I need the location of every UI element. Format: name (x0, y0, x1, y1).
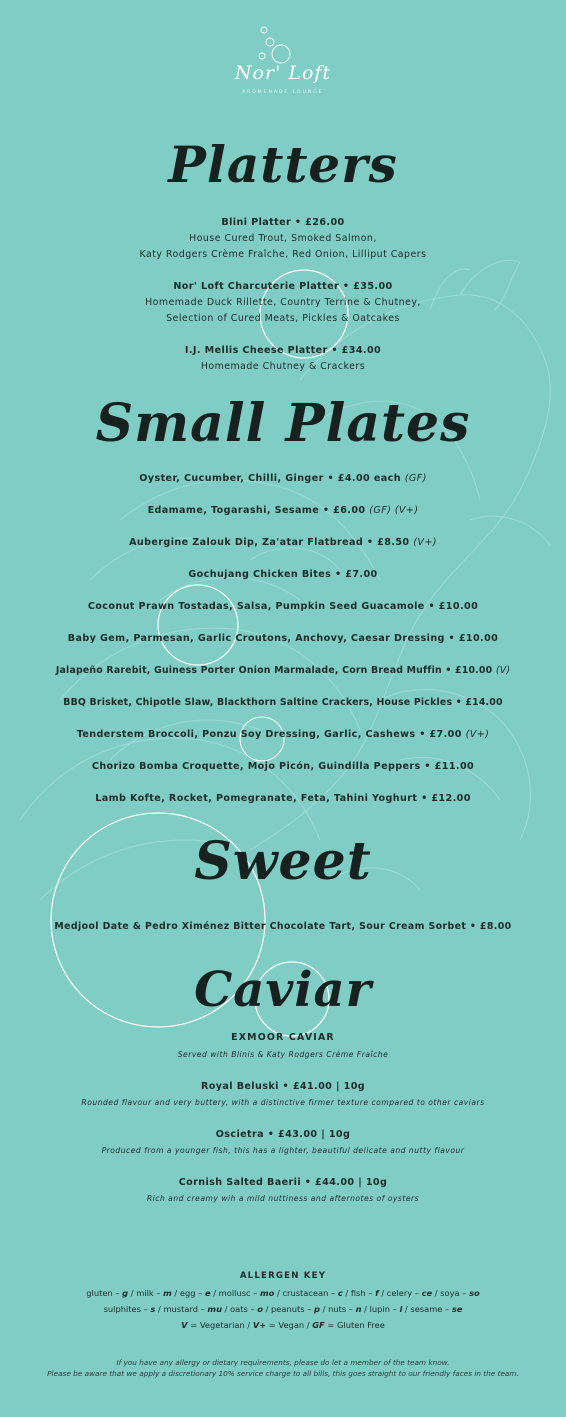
allergen-label: Gluten Free (336, 1320, 385, 1330)
platter-item-desc: Katy Rodgers Crème Fraîche, Red Onion, Lilliput Capers (139, 249, 427, 260)
platter-item-desc: Homemade Duck Rillette, Country Terrine & Chutney, (145, 297, 421, 308)
caviar-item-name: Royal Beluski • £41.00 | 10g (200, 1081, 366, 1092)
dietary-key: V = Vegetarian / V+ = Vegan / GF = Gluten Free (181, 1320, 385, 1330)
item-name: Jalapeño Rarebit, Guiness Porter Onion Marmalade, Corn Bread Muffin • £10.00 (55, 665, 493, 676)
allergen-code: f (375, 1288, 379, 1298)
caviar-item-desc: Rich and creamy wih a mild nuttiness and afternotes of oysters (146, 1194, 420, 1203)
platter-item-desc: Selection of Cured Meats, Pickles & Oatcakes (166, 313, 400, 324)
allergen-label: milk (136, 1288, 154, 1298)
item-dietary-note: (V+) (413, 537, 437, 548)
platter-item-desc: Homemade Chutney & Crackers (200, 361, 366, 372)
item-name: Lamb Kofte, Rocket, Pomegranate, Feta, Tahini Yoghurt • £12.00 (95, 793, 471, 804)
small-plate-item (0, 568, 566, 582)
logo-name: Nor' Loft (234, 62, 332, 84)
small-plate-item (0, 600, 566, 614)
service-charge-notice: Please be aware that we apply a discretionary 10% service charge to all bills, this goes straight to our friendly faces in the team. (47, 1369, 519, 1378)
item-dietary-note: (GF) (404, 473, 427, 484)
allergen-code: s (150, 1304, 156, 1314)
allergen-label: egg (179, 1288, 196, 1298)
allergen-label: sulphites (103, 1304, 141, 1314)
allergen-code: so (469, 1288, 480, 1298)
allergen-label: mollusc (218, 1288, 251, 1298)
platter-item-name: Nor' Loft Charcuterie Platter • £35.00 (173, 281, 393, 292)
allergen-code: p (314, 1304, 320, 1314)
section-title-small-plates: Small Plates (95, 393, 471, 454)
item-dietary-note: (GF) (V+) (369, 505, 419, 516)
allergen-code: l (399, 1304, 403, 1314)
item-name: Chorizo Bomba Croquette, Mojo Picón, Guindilla Peppers • £11.00 (91, 761, 475, 772)
allergen-label: Vegetarian (199, 1320, 245, 1330)
section-title-platters: Platters (168, 135, 398, 194)
allergen-label: peanuts (271, 1304, 305, 1314)
item-name: Gochujang Chicken Bites • £7.00 (188, 569, 378, 580)
caviar-item-name: Cornish Salted Baerii • £44.00 | 10g (178, 1177, 388, 1188)
allergen-label: fish (350, 1288, 366, 1298)
logo-subtitle: PROMENADE LOUNGE (242, 90, 324, 95)
allergen-code: V+ (252, 1320, 267, 1330)
caviar-heading: EXMOOR CAVIAR (231, 1032, 335, 1043)
small-plate-item (0, 728, 566, 742)
small-plate-item (0, 504, 566, 518)
allergen-label: lupin (369, 1304, 390, 1314)
allergen-label: mustard (163, 1304, 198, 1314)
allergen-key-title: ALLERGEN KEY (239, 1271, 327, 1281)
platter-item-name: I.J. Mellis Cheese Platter • £34.00 (184, 345, 382, 356)
item-dietary-note: (V+) (465, 729, 490, 740)
allergy-notice: If you have any allergy or dietary requirements, please do let a member of the team know. (116, 1358, 450, 1367)
small-plate-item (0, 760, 566, 774)
allergen-label: gluten (86, 1288, 113, 1298)
small-plate-item (0, 664, 566, 678)
caviar-item-desc: Rounded flavour and very buttery, with a distinctive firmer texture compared to other caviars (81, 1098, 485, 1107)
small-plate-item (0, 632, 566, 646)
allergen-code: mo (260, 1288, 275, 1298)
item-name: Baby Gem, Parmesan, Garlic Croutons, Anchovy, Caesar Dressing • £10.00 (67, 633, 499, 644)
platter-item-desc: House Cured Trout, Smoked Salmon, (189, 233, 377, 244)
item-dietary-note: (V) (495, 665, 511, 676)
allergen-code: ce (421, 1288, 433, 1298)
allergen-label: Vegan (278, 1320, 305, 1330)
small-plate-item (0, 472, 566, 486)
item-name: Aubergine Zalouk Dip, Za'atar Flatbread • £8.50 (129, 537, 410, 548)
item-name: Coconut Prawn Tostadas, Salsa, Pumpkin Seed Guacamole • £10.00 (87, 601, 479, 612)
section-title-sweet: Sweet (194, 831, 372, 892)
allergen-code: g (122, 1288, 129, 1298)
small-plate-item (0, 536, 566, 550)
allergen-list: gluten – g / milk – m / egg – e / mollusc – mo / crustacean – c / fish – f / celery – ce / soya – so (86, 1288, 480, 1298)
allergen-label: soya (440, 1288, 460, 1298)
allergen-label: crustacean (282, 1288, 329, 1298)
allergen-code: o (257, 1304, 263, 1314)
sweet-item: Medjool Date & Pedro Ximénez Bitter Chocolate Tart, Sour Cream Sorbet • £8.00 (54, 921, 512, 932)
item-name: Tenderstem Broccoli, Ponzu Soy Dressing, Garlic, Cashews • £7.00 (76, 729, 462, 740)
platter-item-name: Blini Platter • £26.00 (221, 217, 345, 228)
allergen-label: celery (386, 1288, 413, 1298)
small-plate-item (0, 792, 566, 806)
allergen-code: e (204, 1288, 211, 1298)
item-name: Edamame, Togarashi, Sesame • £6.00 (147, 505, 366, 516)
allergen-code: se (451, 1304, 463, 1314)
caviar-subheading: Served with Blinis & Katy Rodgers Crème Fraîche (177, 1050, 389, 1059)
allergen-label: oats (230, 1304, 248, 1314)
allergen-label: sesame (410, 1304, 443, 1314)
caviar-item-name: Oscietra • £43.00 | 10g (215, 1129, 351, 1140)
allergen-code: n (355, 1304, 362, 1314)
allergen-code: m (163, 1288, 172, 1298)
section-title-caviar: Caviar (194, 962, 372, 1018)
logo (0, 22, 566, 95)
allergen-code: c (337, 1288, 343, 1298)
allergen-label: nuts (328, 1304, 347, 1314)
small-plate-item (0, 696, 566, 710)
item-name: Oyster, Cucumber, Chilli, Ginger • £4.00 each (139, 473, 401, 484)
allergen-code: GF (312, 1320, 325, 1330)
allergen-code: V (181, 1320, 188, 1330)
allergen-list: sulphites – s / mustard – mu / oats – o / peanuts – p / nuts – n / lupin – l / sesame – se (103, 1304, 463, 1314)
caviar-item-desc: Produced from a younger fish, this has a lighter, beautiful delicate and nutty flavour (101, 1146, 465, 1155)
allergen-code: mu (207, 1304, 222, 1314)
item-name: BBQ Brisket, Chipotle Slaw, Blackthorn Saltine Crackers, House Pickles • £14.00 (63, 697, 503, 708)
